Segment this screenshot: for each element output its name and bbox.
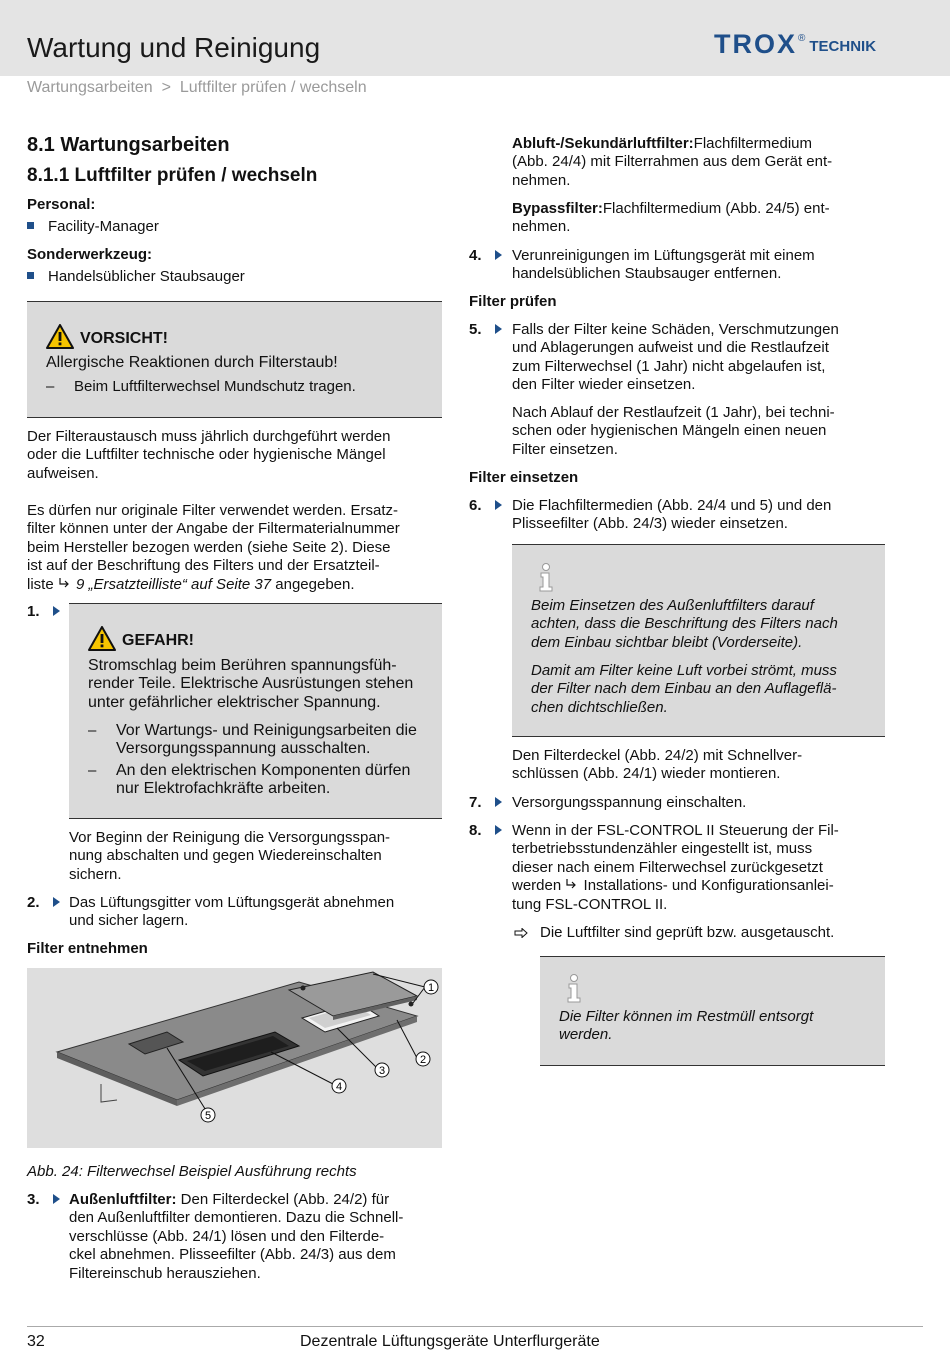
tool-label: Sonderwerkzeug: [27, 246, 153, 263]
callout-4: 4 [335, 1081, 343, 1093]
personal-label: Personal: [27, 196, 96, 213]
warning-triangle-icon [46, 324, 74, 349]
step-arrow-icon [495, 797, 502, 807]
step-arrow-icon [495, 250, 502, 260]
info-icon [535, 563, 557, 593]
parts-list-link[interactable]: 9 „Ersatzteilliste“ auf Seite 37 [76, 575, 272, 593]
exhaust-filter-text: Abluft-/Sekundärluftfilter:Flachfiltermedium (Abb. 24/4) mit Filterrahmen aus dem Gerät ent- nehmen. [512, 135, 833, 189]
callout-3: 3 [378, 1065, 386, 1077]
step-number: 4. [469, 247, 482, 264]
info-text-1: Beim Einsetzen des Außenluftfilters darauf achten, dass die Beschriftung des Filters nach dem Einbau sichtbar bleibt (Vorderseite). [531, 597, 838, 651]
step-arrow-icon [53, 897, 60, 907]
danger-dash: – [88, 722, 97, 739]
caution-dash: – [46, 378, 55, 395]
result-arrow-icon [514, 928, 528, 938]
result-text: Die Luftfilter sind geprüft bzw. ausgetauscht. [540, 924, 835, 941]
info-text-2: Damit am Filter keine Luft vorbei strömt, muss der Filter nach dem Einbau an den Auflageflä- chen dichtschließen. [531, 662, 837, 716]
logo-sub: TECHNIK [809, 38, 877, 55]
step-number: 2. [27, 894, 40, 911]
info-icon [563, 974, 585, 1004]
caution-item: Beim Luftfilterwechsel Mundschutz tragen. [74, 378, 356, 395]
page-header [0, 0, 950, 76]
step-arrow-icon [495, 825, 502, 835]
step-number: 5. [469, 321, 482, 338]
step4-text: Verunreinigungen im Lüftungsgerät mit einem handelsüblichen Staubsauger entfernen. [512, 247, 815, 283]
section-heading: 8.1 Wartungsarbeiten [27, 134, 230, 156]
filter-insert-heading: Filter einsetzen [469, 469, 579, 486]
footer-divider [27, 1326, 923, 1327]
step5-text: Falls der Filter keine Schäden, Verschmutzungen und Ablagerungen aufweist und die Restlaufzeit zum Filterwechsel (1 Jahr) nicht abgelaufen ist, den Filter wieder einsetzen. [512, 321, 839, 394]
step7-text: Versorgungsspannung einschalten. [512, 794, 747, 811]
subsection-heading: 8.1.1 Luftfilter prüfen / wechseln [27, 165, 318, 186]
step-arrow-icon [53, 606, 60, 616]
step-number: 3. [27, 1191, 40, 1208]
callout-2: 2 [419, 1054, 427, 1066]
filter-remove-heading: Filter entnehmen [27, 940, 148, 957]
caution-headline: Allergische Reaktionen durch Filterstaub! [46, 354, 338, 371]
danger-title: GEFAHR! [88, 626, 194, 651]
page-number: 32 [27, 1333, 45, 1350]
danger-text: Stromschlag beim Berühren spannungsfüh- render Teile. Elektrische Ausrüstungen stehen unter gefährlicher elektrischer Spannung. [88, 657, 414, 711]
bullet-icon [27, 272, 34, 279]
figure-caption: Abb. 24: Filterwechsel Beispiel Ausführung rechts [27, 1163, 357, 1180]
danger-dash: – [88, 762, 97, 779]
step6-note: Den Filterdeckel (Abb. 24/2) mit Schnellver- schlüssen (Abb. 24/1) wieder montieren. [512, 747, 803, 783]
disposal-info-text: Die Filter können im Restmüll entsorgt werden. [559, 1008, 814, 1044]
chapter-title: Wartung und Reinigung [27, 32, 321, 63]
danger-item-1: Vor Wartungs- und Reinigungsarbeiten die Versorgungsspannung ausschalten. [116, 722, 417, 758]
callout-1: 1 [427, 982, 435, 994]
danger-item-2: An den elektrischen Komponenten dürfen nur Elektrofachkräfte arbeiten. [116, 762, 411, 798]
callout-5: 5 [204, 1110, 212, 1122]
personal-item: Facility-Manager [27, 218, 159, 236]
config-manual-link[interactable]: Installations- und Konfigurationsanlei- [579, 877, 834, 895]
step-arrow-icon [495, 500, 502, 510]
filter-illustration [27, 968, 442, 1148]
bypass-filter-text: Bypassfilter:Flachfiltermedium (Abb. 24/5) ent- nehmen. [512, 200, 830, 236]
step5-note: Nach Ablauf der Restlaufzeit (1 Jahr), bei techni- schen oder hygienischen Mängeln einen neuen Filter einsetzen. [512, 404, 835, 458]
filter-check-heading: Filter prüfen [469, 293, 557, 310]
trox-logo [714, 30, 876, 58]
step-number: 8. [469, 822, 482, 839]
step8-text: Wenn in der FSL-CONTROL II Steuerung der Fil- terbetriebsstundenzähler eingestellt ist, muss dieser nach einem Filterwechsel zurückgesetzt werden Installations- und Konfigurationsanlei- tung FSL-CONTROL II. [512, 822, 839, 913]
tool-item: Handelsüblicher Staubsauger [27, 268, 245, 286]
step-arrow-icon [495, 324, 502, 334]
step-arrow-icon [53, 1194, 60, 1204]
bullet-icon [27, 222, 34, 229]
step-number: 1. [27, 603, 40, 620]
logo-reg: ® [798, 33, 806, 44]
breadcrumb: Wartungsarbeiten > Luftfilter prüfen / wechseln [27, 79, 367, 96]
reference-arrow-icon [565, 878, 579, 891]
step-number: 6. [469, 497, 482, 514]
caution-title: VORSICHT! [46, 324, 168, 349]
step1-text: Vor Beginn der Reinigung die Versorgungsspan- nung abschalten und gegen Wiedereinschalten sichern. [69, 829, 391, 883]
step-number: 7. [469, 794, 482, 811]
step3-text: Außenluftfilter: Den Filterdeckel (Abb. 24/2) für den Außenluftfilter demontieren. Dazu die Schnell- verschlüsse (Abb. 24/1) lösen und den Filterde- ckel abnehmen. Plisseefilter (Abb. 24/3) aus dem Filtereinschub herausziehen. [69, 1191, 404, 1282]
step6-text: Die Flachfiltermedien (Abb. 24/4 und 5) und den Plisseefilter (Abb. 24/3) wieder einsetzen. [512, 497, 832, 533]
footer-title: Dezentrale Lüftungsgeräte Unterflurgeräte [300, 1333, 600, 1350]
logo-main: TROX [714, 29, 798, 59]
reference-arrow-icon [58, 577, 72, 590]
warning-triangle-icon [88, 626, 116, 651]
paragraph-original-filters: Es dürfen nur originale Filter verwendet werden. Ersatz- filter können unter der Angabe der Filtermaterialnummer beim Hersteller bezogen werden (siehe Seite 2). Diese ist auf der Beschriftung des Filters und der Ersatzteil- liste 9 „Ersatzteilliste“ auf Seite 37 angegeben. [27, 502, 400, 593]
step2-text: Das Lüftungsgitter vom Lüftungsgerät abnehmen und sicher lagern. [69, 894, 395, 930]
filter-figure [27, 968, 442, 1148]
paragraph-filter-replacement: Der Filteraustausch muss jährlich durchgeführt werden oder die Luftfilter technische oder hygienische Mängel aufweisen. [27, 428, 391, 482]
